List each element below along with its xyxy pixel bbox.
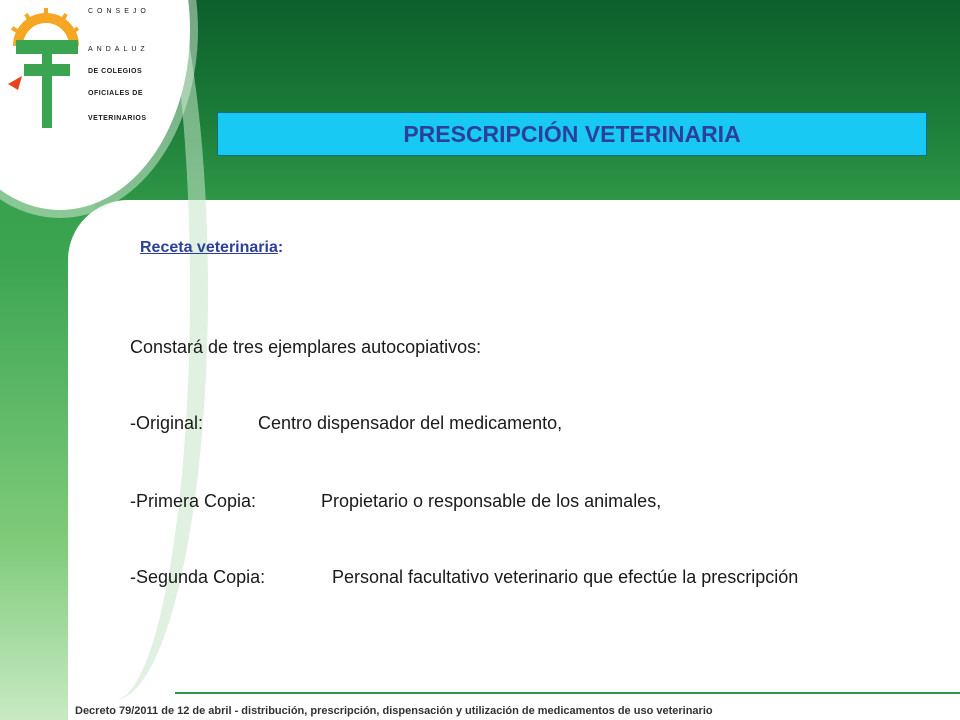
list-item	[130, 413, 563, 434]
list-item-desc: Propietario o responsable de los animales,	[321, 491, 662, 511]
section-heading-link[interactable]: Receta veterinaria	[140, 239, 278, 256]
consejo-logo	[8, 6, 158, 130]
list-item-desc: Personal facultativo veterinario que efectúe la prescripción	[332, 567, 799, 587]
intro-text: Constará de tres ejemplares autocopiativos:	[130, 337, 482, 357]
title-banner	[217, 112, 927, 156]
logo-line-3: DE COLEGIOS	[88, 68, 143, 75]
logo-line-2: ANDALUZ	[88, 46, 149, 53]
footer-divider	[175, 692, 960, 694]
list-item	[130, 491, 662, 512]
logo-line-5: VETERINARIOS	[88, 115, 147, 122]
footer-caption: Decreto 79/2011 de 12 de abril - distribución, prescripción, dispensación y utilización de medicamentos de uso veterinario	[75, 705, 713, 717]
logo-line-1: CONSEJO	[88, 8, 150, 15]
section-heading	[140, 239, 283, 257]
list-item-term: -Segunda Copia:	[130, 567, 266, 587]
logo-emblem-icon	[8, 6, 80, 130]
list-item	[130, 567, 799, 588]
list-item-desc: Centro dispensador del medicamento,	[258, 413, 563, 433]
list-item-term: -Primera Copia:	[130, 491, 257, 511]
list-item-term: -Original:	[130, 413, 204, 433]
section-heading-colon: :	[277, 239, 284, 256]
page-title: PRESCRIPCIÓN VETERINARIA	[403, 120, 741, 147]
logo-line-4: OFICIALES DE	[88, 90, 144, 97]
